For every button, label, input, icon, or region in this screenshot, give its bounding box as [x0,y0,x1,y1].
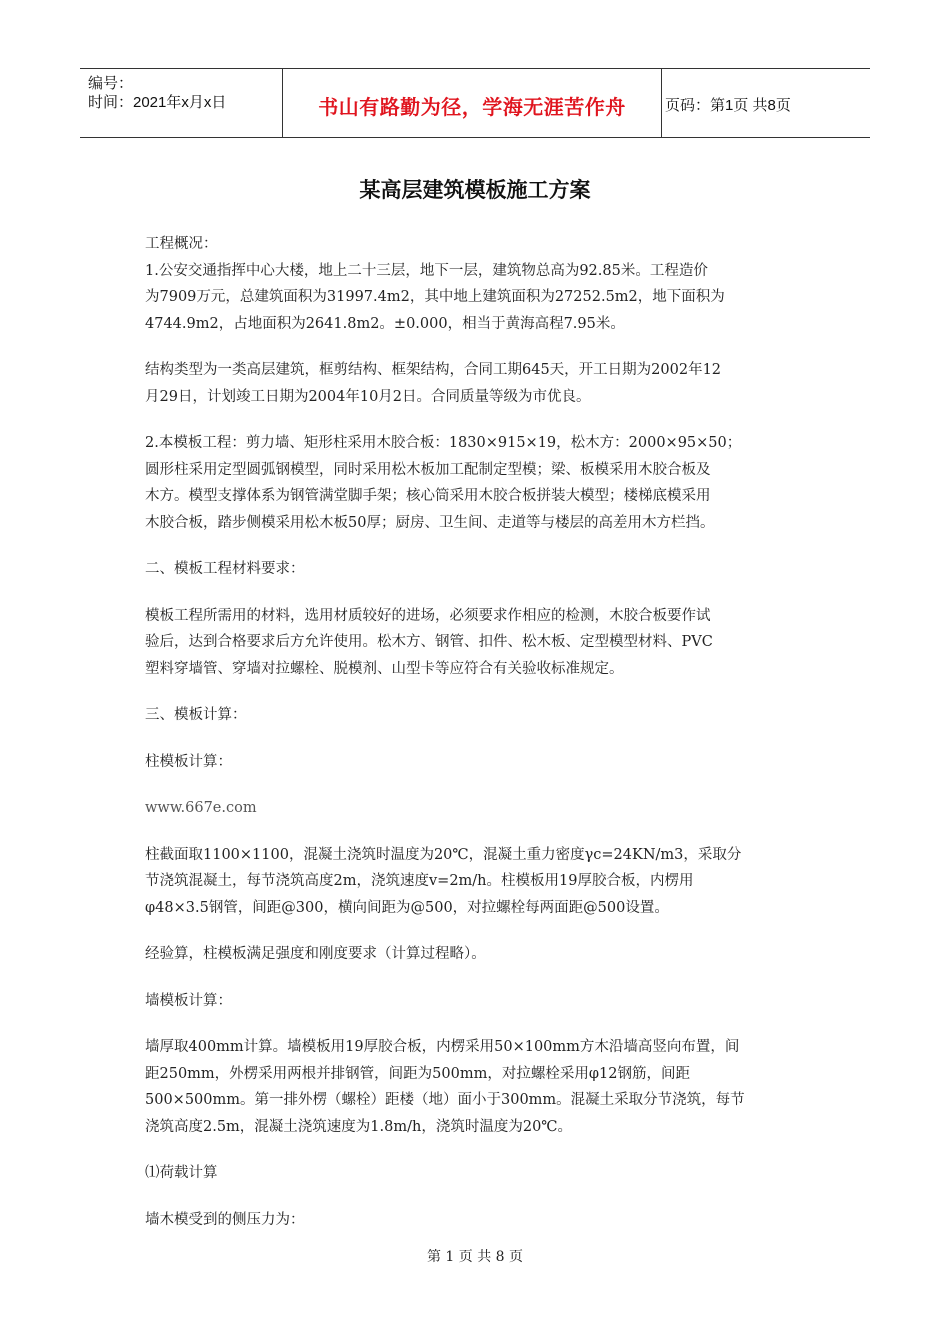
paragraph-line: 塑料穿墙管、穿墙对拉螺栓、脱模剂、山型卡等应符合有关验收标准规定。 [145,660,624,677]
paragraph-line: 2.本模板工程：剪力墙、矩形柱采用木胶合板：1830×915×19，松木方：2000×95×50； [145,435,742,451]
page-header [80,68,870,138]
motto: 书山有路勤为径，学海无涯苦作舟 [318,95,626,119]
document-title: 某高层建筑模板施工方案 [359,178,591,202]
website-link[interactable]: www.667e.com [145,800,257,816]
paragraph-line: 浇筑高度2.5m，混凝土浇筑速度为1.8m/h，浇筑时温度为20℃。 [145,1118,573,1135]
document-time: 时间：2021年x月x日 [88,94,227,111]
subsection-heading: 墙模板计算： [145,992,232,1009]
document-number: 编号： [88,75,134,92]
page-footer: 第 1 页 共 8 页 [426,1249,524,1265]
subsection-heading: ⑴荷载计算 [145,1165,218,1181]
page-number: 页码：第1页 共8页 [665,97,791,114]
paragraph-line: 圆形柱采用定型圆弧钢模型，同时采用松木板加工配制定型模；梁、板模采用木胶合板及 [145,461,711,478]
section-heading: 三、模板计算： [145,707,247,723]
paragraph-line: 500×500mm。第一排外楞（螺栓）距楼（地）面小于300mm。混凝土采取分节浇筑，每节 [145,1092,745,1108]
paragraph-line: 墙厚取400mm计算。墙模板用19厚胶合板，内楞采用50×100mm方木沿墙高竖向布置，间 [145,1039,740,1055]
section-heading: 二、模板工程材料要求： [145,561,305,577]
paragraph-line: 1.公安交通指挥中心大楼，地上二十三层，地下一层，建筑物总高为92.85米。工程造价 [145,262,708,279]
paragraph-line: 为7909万元，总建筑面积为31997.4m2，其中地上建筑面积为27252.5m2，地下面积为 [145,289,725,305]
document-body [145,231,810,1233]
paragraph-line: 距250mm，外楞采用两根并排钢管，间距为500mm，对拉螺栓采用φ12钢筋，间距 [145,1065,690,1082]
paragraph-line: 验后，达到合格要求后方允许使用。松木方、钢管、扣件、松木板、定型模型材料、PVC [145,634,713,650]
header-page-cell [660,69,870,137]
paragraph-line: 4744.9m2，占地面积为2641.8m2。±0.000，相当于黄海高程7.95米。 [145,315,625,332]
paragraph-line: 节浇筑混凝土，每节浇筑高度2m，浇筑速度v=2m/h。柱模板用19厚胶合板，内楞用 [145,873,694,889]
paragraph-line: 结构类型为一类高层建筑，框剪结构、框架结构，合同工期645天，开工日期为2002年12 [145,362,722,378]
paragraph-line: 墙木模受到的侧压力为： [145,1211,305,1228]
paragraph-line: 木方。模型支撑体系为钢管满堂脚手架；核心筒采用木胶合板拼装大模型；楼梯底模采用 [145,488,711,504]
subsection-heading: 柱模板计算： [145,753,232,770]
paragraph-line: φ48×3.5钢管，间距@300，横向间距为@500，对拉螺栓每两面距@500设置。 [145,899,669,916]
header-motto-cell [282,69,662,137]
paragraph-line: 木胶合板，踏步侧模采用松木板50厚；厨房、卫生间、走道等与楼层的高差用木方栏挡。 [145,514,715,531]
section-heading: 工程概况： [145,236,218,252]
header-meta [80,69,282,137]
paragraph-line: 月29日，计划竣工日期为2004年10月2日。合同质量等级为市优良。 [145,388,591,405]
paragraph-line: 模板工程所需用的材料，选用材质较好的进场，必须要求作相应的检测，木胶合板要作试 [145,607,711,624]
paragraph-line: 经验算，柱模板满足强度和刚度要求（计算过程略）。 [145,946,486,962]
paragraph-line: 柱截面取1100×1100，混凝土浇筑时温度为20℃，混凝土重力密度γc=24KN/m3，采取分 [145,846,742,863]
